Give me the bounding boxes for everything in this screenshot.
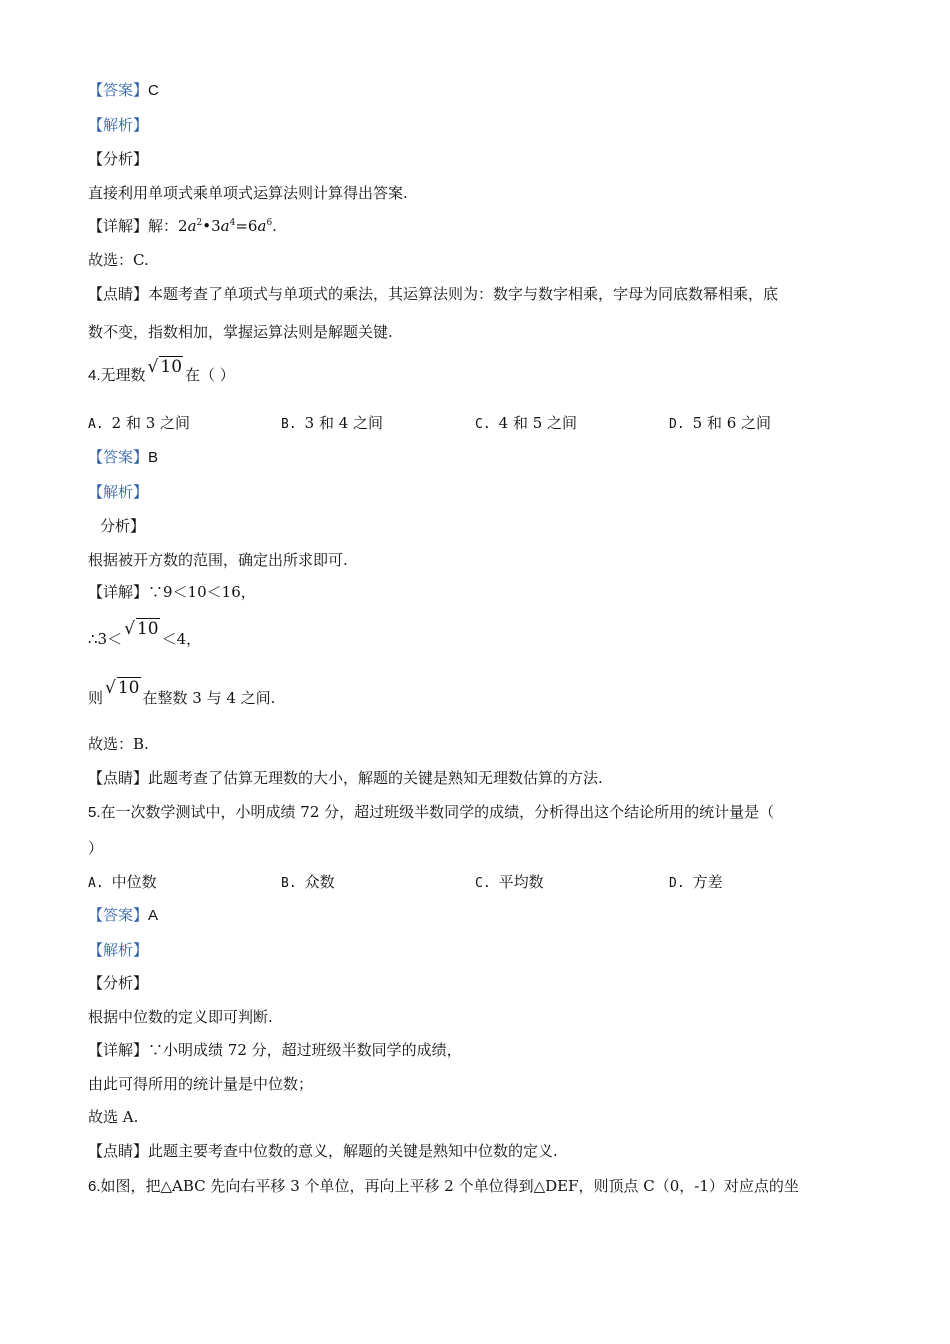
q3-analysis-tag: 【解析】: [88, 116, 149, 134]
q3-answer-line: [88, 80, 159, 101]
q4-detail-line3: 则 √ 10 在整数 3 与 4 之间.: [88, 678, 276, 707]
comment-text: 本题考查了单项式与单项式的乘法，其运算法则为：数字与数字相乘，字母为同底数幂相乘，底: [148, 285, 779, 303]
comment-tag: 【点睛】: [88, 1142, 149, 1160]
q4-option-a: A. 2 和 3 之间: [88, 414, 191, 432]
q4-option-d: D. 5 和 6 之间: [669, 414, 772, 432]
q3-comment-line2: 数不变，指数相加，掌握运算法则是解题关键.: [88, 323, 393, 341]
answer-value: C: [148, 82, 159, 99]
q4-option-b: B. 3 和 4 之间: [281, 414, 384, 432]
q5-option-d: D. 方差: [669, 873, 723, 891]
detail-prefix: 解：: [148, 217, 179, 235]
q5-detail-line1: 【详解】∵小明成绩 72 分，超过班级半数同学的成绩，: [88, 1041, 462, 1059]
q6-stem: 6.如图，把△ABC 先向右平移 3 个单位，再向上平移 2 个单位得到△DEF，则顶点 C（0，-1）对应点的坐: [88, 1177, 799, 1195]
q3-fenxi-text: 直接利用单项式乘单项式运算法则计算得出答案.: [88, 184, 408, 202]
q3-comment-line1: [88, 284, 778, 304]
comment-tag: 【点睛】: [88, 769, 149, 787]
q5-analysis-tag: 【解析】: [88, 941, 149, 959]
question-number: 5.: [88, 804, 101, 821]
q4-answer-line: [88, 447, 158, 468]
question-number: 6.: [88, 1178, 101, 1195]
answer-value: A: [148, 907, 159, 924]
q4-analysis-tag: 【解析】: [88, 483, 149, 501]
comment-tag: 【点睛】: [88, 285, 149, 303]
q5-option-b: B. 众数: [281, 873, 335, 891]
q4-stem: 4.无理数 √ 10 在（ ）: [88, 357, 235, 384]
q5-stem-line2: ）: [88, 839, 104, 857]
q4-fenxi-text: 根据被开方数的范围，确定出所求即可.: [88, 551, 348, 569]
q4-option-c: C. 4 和 5 之间: [475, 414, 578, 432]
q5-fenxi-tag: 【分析】: [88, 974, 149, 992]
question-number: 4.: [88, 367, 101, 384]
q5-detail-line2: 由此可得所用的统计量是中位数；: [88, 1075, 314, 1093]
sqrt-symbol: √ 10: [124, 619, 159, 639]
q5-stem-line1: 5.在一次数学测试中，小明成绩 72 分，超过班级半数同学的成绩，分析得出这个结论所用的统计量是（: [88, 803, 775, 821]
q5-answer-line: [88, 905, 158, 926]
q4-comment: 【点睛】此题考查了估算无理数的大小，解题的关键是熟知无理数估算的方法.: [88, 769, 603, 787]
q5-choose: 故选 A.: [88, 1108, 139, 1126]
detail-tag: 【详解】: [88, 1041, 149, 1059]
q3-choose: 故选：C.: [88, 251, 149, 269]
q4-choose: 故选：B.: [88, 735, 149, 753]
q3-fenxi-tag: 【分析】: [88, 150, 149, 168]
q5-option-c: C. 平均数: [475, 873, 544, 891]
q4-detail-line2: ∴3＜ √ 10 ＜4，: [88, 619, 202, 648]
answer-tag: 【答案】: [88, 448, 149, 466]
q3-detail-line: [88, 216, 277, 236]
q4-detail-line1: 【详解】∵9＜10＜16，: [88, 583, 256, 601]
q5-comment: 【点睛】此题主要考查中位数的意义，解题的关键是熟知中位数的定义.: [88, 1142, 558, 1160]
sqrt-symbol: √ 10: [105, 678, 140, 698]
q5-fenxi-text: 根据中位数的定义即可判断.: [88, 1008, 273, 1026]
answer-value: B: [148, 449, 159, 466]
detail-tag: 【详解】: [88, 583, 149, 601]
answer-tag: 【答案】: [88, 906, 149, 924]
detail-tag: 【详解】: [88, 217, 149, 235]
sqrt-symbol: √ 10: [147, 357, 183, 377]
q4-fenxi-tag: 分析】: [100, 517, 146, 535]
q5-option-a: A. 中位数: [88, 873, 157, 891]
detail-formula: $2a^2•3a^4=6a^6$.: [178, 217, 277, 235]
answer-tag: 【答案】: [88, 81, 149, 99]
